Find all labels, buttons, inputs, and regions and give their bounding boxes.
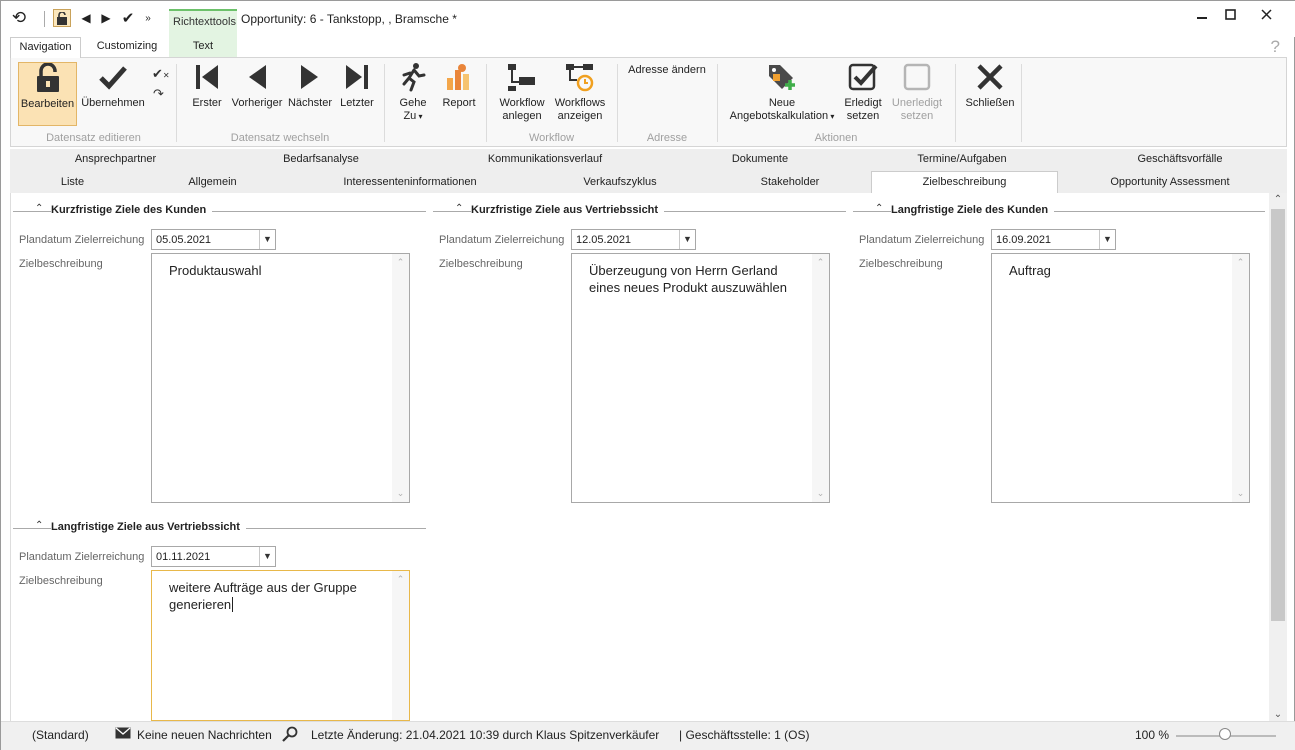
scroll-down-icon[interactable]: ⌄ — [396, 488, 405, 498]
section-title: Kurzfristige Ziele aus Vertriebssicht — [471, 204, 664, 216]
group-separator — [1021, 64, 1022, 142]
date-value: 12.05.2021 — [576, 234, 632, 246]
report-label: Report — [442, 97, 476, 109]
history-icon[interactable]: ⟲ — [11, 8, 27, 27]
search-icon[interactable] — [282, 726, 298, 745]
bearbeiten-button[interactable] — [18, 62, 77, 126]
tab-kommunikationsverlauf[interactable]: Kommunikationsverlauf — [487, 153, 603, 165]
scroll-down-icon[interactable]: ⌄ — [816, 488, 825, 498]
last-record-icon — [336, 62, 378, 94]
richtexttools-context-header — [169, 9, 237, 37]
neue-label: Neue — [768, 97, 796, 109]
scroll-up-icon[interactable]: ⌃ — [396, 574, 405, 584]
tab-liste[interactable]: Liste — [60, 176, 85, 188]
date-value: 05.05.2021 — [156, 234, 212, 246]
section-title: Kurzfristige Ziele des Kunden — [51, 204, 212, 216]
dropdown-arrow-icon[interactable]: ▼ — [259, 547, 275, 566]
tab-zielbeschreibung[interactable]: Zielbeschreibung — [871, 171, 1058, 193]
adresse-aendern-button[interactable] — [623, 64, 711, 77]
undo-icon[interactable]: ↷ — [153, 86, 164, 101]
erledigt-label-2: setzen — [846, 110, 880, 122]
memo-scrollbar[interactable] — [812, 254, 829, 502]
ribbon — [10, 57, 1287, 147]
gehe-label: Gehe — [399, 97, 427, 109]
tab-stakeholder[interactable]: Stakeholder — [760, 176, 820, 188]
branch-status: | Geschäftsstelle: 1 (OS) — [679, 728, 810, 742]
unerledigt-setzen-button[interactable] — [887, 62, 947, 123]
mail-icon — [115, 727, 131, 742]
group-separator — [486, 64, 487, 142]
neue-angebotskalkulation-button[interactable]: Neue Angebotskalkulation ▾ — [725, 62, 839, 123]
workflows-anzeigen-label-2: anzeigen — [557, 110, 603, 122]
group-label-workflow: Workflow — [528, 132, 575, 144]
bearbeiten-label: Bearbeiten — [20, 98, 75, 110]
scroll-down-icon[interactable]: ⌄ — [1236, 488, 1245, 498]
section-title: Langfristige Ziele aus Vertriebssicht — [51, 521, 246, 533]
price-tag-add-icon — [725, 62, 839, 94]
collapse-chevron-icon[interactable]: ⌃ — [875, 203, 884, 214]
main-vertical-scrollbar[interactable] — [1269, 193, 1287, 721]
memo-scrollbar[interactable] — [392, 254, 409, 502]
group-separator — [176, 64, 177, 142]
workflows-anzeigen-label-1: Workflows — [554, 97, 606, 109]
checkbox-empty-icon — [887, 62, 947, 94]
collapse-chevron-icon[interactable]: ⌃ — [35, 520, 44, 531]
layout-status[interactable]: (Standard) — [32, 728, 89, 742]
letzter-button[interactable] — [336, 62, 378, 110]
tab-text[interactable]: Text — [169, 37, 237, 58]
tab-allgemein[interactable]: Allgemein — [188, 176, 237, 188]
zielbeschreibung-textarea[interactable] — [991, 253, 1250, 503]
plandatum-date-field[interactable] — [151, 229, 276, 250]
uebernehmen-button[interactable] — [79, 62, 147, 110]
unerledigt-label-1: Unerledigt — [891, 97, 943, 109]
dropdown-arrow-icon[interactable]: ▼ — [679, 230, 695, 249]
previous-icon — [229, 62, 285, 94]
memo-scrollbar[interactable] — [1232, 254, 1249, 502]
collapse-chevron-icon[interactable]: ⌃ — [455, 203, 464, 214]
next-record-icon[interactable]: ▶ — [101, 11, 111, 25]
section-header[interactable] — [853, 203, 1265, 219]
more-icon[interactable]: » — [145, 12, 151, 24]
zielbeschreibung-label: Zielbeschreibung — [859, 258, 943, 270]
schliessen-label: Schließen — [965, 97, 1015, 109]
tab-navigation[interactable]: Navigation — [10, 37, 81, 58]
section-title: Langfristige Ziele des Kunden — [891, 204, 1054, 216]
scroll-up-icon[interactable]: ⌃ — [396, 257, 405, 267]
tab-termine-aufgaben[interactable]: Termine/Aufgaben — [917, 153, 1007, 165]
window-title: Opportunity: 6 - Tankstopp, , Bramsche * — [241, 12, 457, 26]
zielbeschreibung-textarea[interactable] — [151, 570, 410, 721]
group-label-aktionen: Aktionen — [814, 132, 858, 144]
erledigt-label-1: Erledigt — [844, 97, 882, 109]
tab-geschaeftsvorfaelle[interactable]: Geschäftsvorfälle — [1137, 153, 1223, 165]
group-separator — [717, 64, 718, 142]
help-icon[interactable]: ? — [1270, 37, 1280, 56]
date-value: 16.09.2021 — [996, 234, 1052, 246]
messages-status[interactable]: Keine neuen Nachrichten — [137, 728, 272, 742]
erster-button[interactable] — [186, 62, 228, 110]
first-record-icon — [186, 62, 228, 94]
dropdown-arrow-icon[interactable]: ▼ — [259, 230, 275, 249]
tab-customizing[interactable]: Customizing — [96, 40, 158, 52]
plandatum-label: Plandatum Zielerreichung — [859, 234, 985, 246]
group-separator — [384, 64, 385, 142]
title-bar — [1, 1, 1295, 37]
plandatum-label: Plandatum Zielerreichung — [19, 234, 145, 246]
plandatum-label: Plandatum Zielerreichung — [19, 551, 145, 563]
tab-interessenteninformationen[interactable]: Interessenteninformationen — [343, 176, 477, 188]
scroll-thumb[interactable] — [1271, 209, 1285, 621]
tab-dokumente[interactable]: Dokumente — [731, 153, 789, 165]
minimize-button[interactable] — [1187, 4, 1217, 24]
section-header[interactable] — [433, 203, 846, 219]
angebotskalkulation-label: Angebotskalkulation — [729, 110, 829, 122]
vorheriger-label: Vorheriger — [231, 97, 283, 109]
letzter-label: Letzter — [340, 97, 374, 109]
group-label-adresse: Adresse — [646, 132, 688, 144]
toolbar-separator — [44, 11, 45, 27]
section-header[interactable] — [13, 203, 426, 219]
tab-bedarfsanalyse[interactable]: Bedarfsanalyse — [283, 153, 359, 165]
scroll-up-icon[interactable]: ⌃ — [1236, 257, 1245, 267]
scroll-up-icon[interactable]: ⌃ — [1273, 194, 1283, 205]
tab-verkaufszyklus[interactable]: Verkaufszyklus — [583, 176, 657, 188]
scroll-down-icon[interactable]: ⌄ — [1273, 709, 1283, 720]
workflow-view-icon — [551, 62, 609, 94]
workflow-anlegen-label-2: anlegen — [502, 110, 542, 122]
group-label-edit: Datensatz editieren — [46, 132, 141, 144]
section-header[interactable] — [13, 520, 426, 536]
last-change-status: Letzte Änderung: 21.04.2021 10:39 durch Klaus Spitzenverkäufer — [311, 728, 660, 742]
unlock-icon — [19, 63, 76, 95]
memo-text: Überzeugung von Herrn Gerland eines neues Produkt auszuwählen — [589, 263, 788, 295]
zielbeschreibung-label: Zielbeschreibung — [19, 258, 103, 270]
group-label-nav: Datensatz wechseln — [230, 132, 330, 144]
naechster-label: Nächster — [287, 97, 333, 109]
report-icon — [439, 62, 479, 94]
adresse-aendern-label: Adresse ändern — [628, 64, 706, 76]
zielbeschreibung-textarea[interactable] — [571, 253, 830, 503]
close-icon — [963, 62, 1017, 94]
erledigt-setzen-button[interactable] — [841, 62, 885, 123]
dropdown-arrow-icon[interactable]: ▼ — [1099, 230, 1115, 249]
status-bar — [1, 721, 1295, 750]
plandatum-label: Plandatum Zielerreichung — [439, 234, 565, 246]
memo-text: Produktauswahl — [169, 263, 262, 278]
tab-opportunity-assessment[interactable]: Opportunity Assessment — [1110, 176, 1230, 188]
zielbeschreibung-label: Zielbeschreibung — [19, 575, 103, 587]
richtexttools-label: Richtexttools — [173, 16, 236, 28]
zu-label: Zu — [403, 110, 417, 122]
lock-icon[interactable] — [53, 9, 71, 27]
workflow-add-icon — [495, 62, 549, 94]
vorheriger-button[interactable] — [229, 62, 285, 110]
text-cursor — [232, 597, 233, 612]
next-icon — [286, 62, 334, 94]
naechster-button[interactable] — [286, 62, 334, 110]
memo-text — [169, 579, 384, 613]
previous-record-icon[interactable]: ◀ — [81, 11, 91, 25]
zielbeschreibung-panel — [10, 193, 1269, 721]
plandatum-date-field[interactable] — [571, 229, 696, 250]
memo-scrollbar[interactable] — [392, 571, 409, 720]
tab-ansprechpartner[interactable]: Ansprechpartner — [74, 153, 157, 165]
zielbeschreibung-label: Zielbeschreibung — [439, 258, 523, 270]
checkmark-icon — [79, 62, 147, 94]
zoom-level: 100 % — [1135, 728, 1170, 742]
workflows-anzeigen-button[interactable] — [551, 62, 609, 123]
plandatum-date-field[interactable] — [991, 229, 1116, 250]
workflow-anlegen-label-1: Workflow — [499, 97, 545, 109]
maximize-button[interactable] — [1215, 4, 1245, 24]
ribbon-tab-bar — [1, 37, 1295, 57]
record-tab-strip — [10, 149, 1287, 193]
memo-text: Auftrag — [1009, 263, 1051, 278]
unerledigt-label-2: setzen — [900, 110, 934, 122]
schliessen-button[interactable] — [963, 62, 1017, 110]
workflow-anlegen-button[interactable] — [495, 62, 549, 123]
zielbeschreibung-textarea[interactable] — [151, 253, 410, 503]
running-person-icon — [393, 62, 433, 94]
check-icon[interactable]: ✔ — [121, 10, 135, 27]
erster-label: Erster — [192, 97, 222, 109]
close-window-button[interactable] — [1251, 4, 1281, 24]
plandatum-date-field[interactable] — [151, 546, 276, 567]
check-cross-icon[interactable]: ✔✕ — [152, 66, 170, 81]
report-button[interactable] — [439, 62, 479, 110]
date-value: 01.11.2021 — [156, 551, 211, 563]
scroll-up-icon[interactable]: ⌃ — [816, 257, 825, 267]
group-separator — [955, 64, 956, 142]
memo-text-content: weitere Aufträge aus der Gruppe generieren — [169, 580, 357, 612]
uebernehmen-label: Übernehmen — [81, 97, 145, 109]
zoom-slider-thumb[interactable] — [1219, 728, 1231, 740]
collapse-chevron-icon[interactable]: ⌃ — [35, 203, 44, 214]
group-separator — [617, 64, 618, 142]
checkbox-checked-icon — [841, 62, 885, 94]
gehe-zu-button[interactable]: Gehe Zu ▾ — [393, 62, 433, 123]
